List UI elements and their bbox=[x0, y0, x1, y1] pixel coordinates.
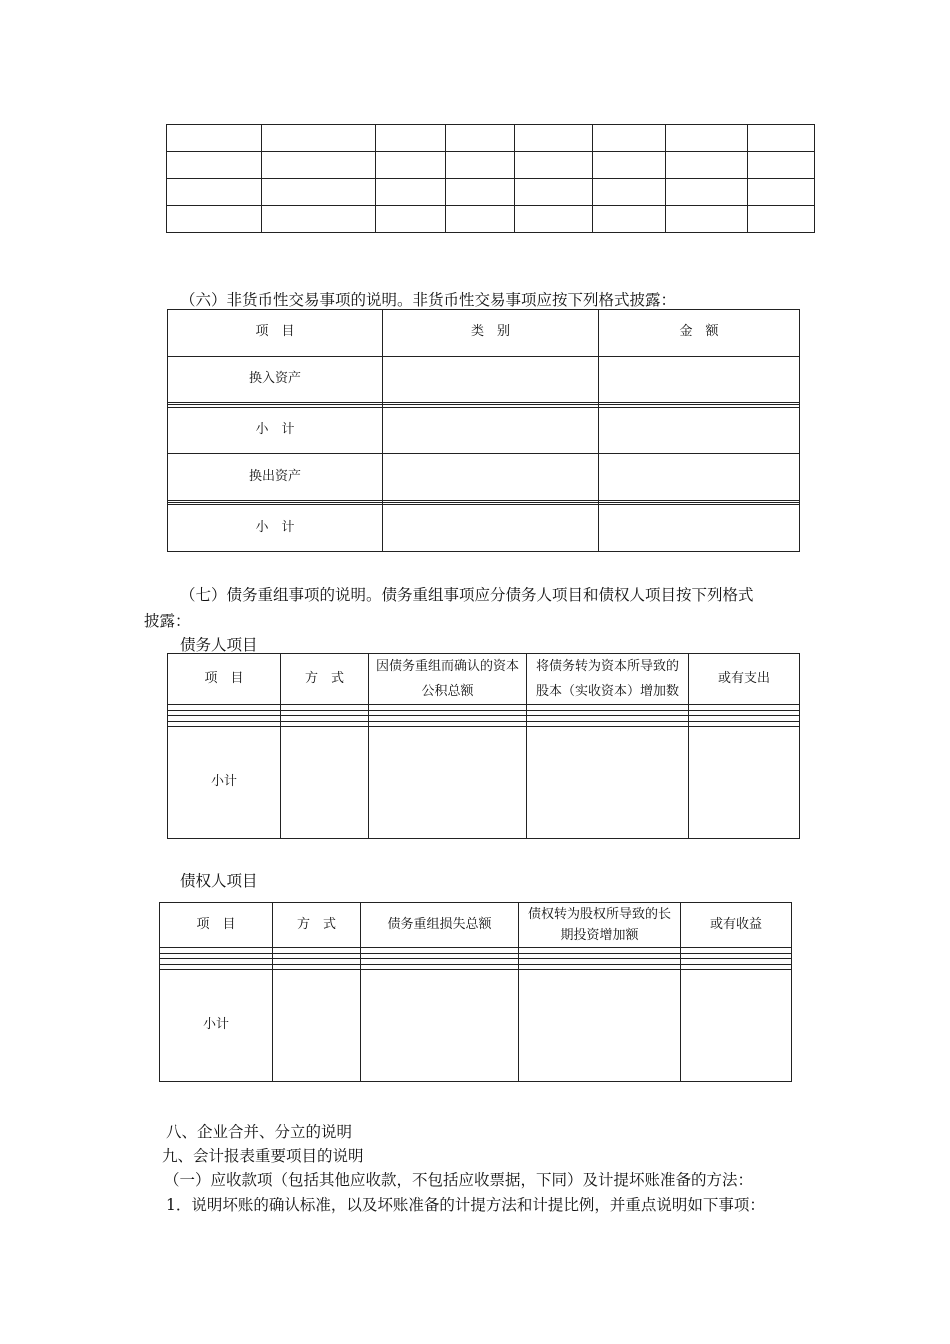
column-header: 金 额 bbox=[599, 310, 800, 357]
table-header-row bbox=[168, 310, 800, 357]
section9-item1: （一）应收款项（包括其他应收款，不包括应收票据，下同）及计提坏账准备的方法： bbox=[164, 1171, 754, 1189]
debtor-title: 债务人项目 bbox=[180, 636, 258, 654]
creditor-title: 债权人项目 bbox=[180, 872, 258, 890]
table-row bbox=[167, 152, 815, 179]
subtotal-label: 小计 bbox=[168, 727, 281, 839]
creditor-table bbox=[159, 902, 792, 1082]
table-header-row bbox=[168, 654, 800, 705]
table-row bbox=[160, 970, 792, 1082]
column-header: 项 目 bbox=[168, 654, 281, 705]
table-row bbox=[167, 179, 815, 206]
subtotal-label: 小计 bbox=[160, 970, 273, 1082]
section9-item1-1: 1．说明坏账的确认标准，以及坏账准备的计提方法和计提比例，并重点说明如下事项： bbox=[166, 1196, 765, 1214]
row-label: 小 计 bbox=[168, 505, 383, 552]
table-row bbox=[168, 407, 800, 454]
section8-heading: 八、企业合并、分立的说明 bbox=[166, 1123, 353, 1141]
continuation-table bbox=[166, 124, 815, 233]
column-header: 债务重组损失总额 bbox=[361, 903, 519, 948]
table-row bbox=[168, 356, 800, 403]
column-header: 方 式 bbox=[273, 903, 361, 948]
section7-heading-line1: （七）债务重组事项的说明。债务重组事项应分债务人项目和债权人项目按下列格式 bbox=[180, 586, 754, 604]
column-header: 项 目 bbox=[160, 903, 273, 948]
row-label: 换出资产 bbox=[168, 454, 383, 501]
table-row bbox=[168, 505, 800, 552]
table-row bbox=[167, 125, 815, 152]
column-header: 方 式 bbox=[281, 654, 369, 705]
table-row bbox=[168, 454, 800, 501]
section9-heading: 九、会计报表重要项目的说明 bbox=[162, 1147, 364, 1165]
column-header: 或有收益 bbox=[681, 903, 792, 948]
section7-heading-line2: 披露： bbox=[144, 612, 191, 630]
column-header: 将债务转为资本所导致的股本（实收资本）增加数 bbox=[527, 654, 689, 705]
table-header-row bbox=[160, 903, 792, 948]
row-label: 小 计 bbox=[168, 407, 383, 454]
table-row bbox=[168, 727, 800, 839]
column-header: 因债务重组而确认的资本公积总额 bbox=[369, 654, 527, 705]
debtor-table bbox=[167, 653, 800, 839]
column-header: 债权转为股权所导致的长期投资增加额 bbox=[519, 903, 681, 948]
column-header: 类 别 bbox=[383, 310, 599, 357]
column-header: 项 目 bbox=[168, 310, 383, 357]
section6-heading: （六）非货币性交易事项的说明。非货币性交易事项应按下列格式披露： bbox=[180, 291, 677, 309]
row-label: 换入资产 bbox=[168, 356, 383, 403]
nonmonetary-table bbox=[167, 309, 800, 552]
table-row bbox=[167, 206, 815, 233]
column-header: 或有支出 bbox=[689, 654, 800, 705]
